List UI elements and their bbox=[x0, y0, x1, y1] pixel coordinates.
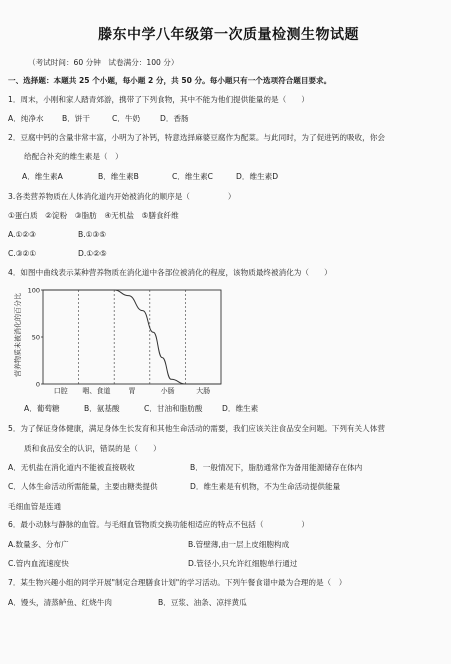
fragment-text: 毛细血管是连通 bbox=[8, 502, 62, 511]
question-2-option-c: C．维生素C bbox=[172, 172, 213, 181]
question-4-option-a: A．葡萄糖 bbox=[24, 404, 60, 413]
chart-y-tick-label: 50 bbox=[31, 333, 40, 342]
question-7-stem: 7．某生物兴趣小组的同学开展"制定合理膳食计划"的学习活动。下列午餐食谱中最为合理的是（ ） bbox=[8, 578, 347, 587]
question-4-option-d: D．维生素 bbox=[222, 404, 259, 413]
chart-frame bbox=[43, 290, 221, 384]
question-6-option-a: A.数量多、分布广 bbox=[8, 540, 69, 549]
exam-title: 滕东中学八年级第一次质量检测生物试题 bbox=[98, 27, 359, 43]
question-3-option-c: C.③②① bbox=[8, 249, 37, 258]
question-4-stem: 4．如图中曲线表示某种营养物质在消化道中各部位被消化的程度，该物质最终被消化为（ ） bbox=[8, 268, 332, 277]
question-2-stem: 2．豆腐中钙的含量非常丰富，小明为了补钙，特意选择麻婆豆腐作为配菜。与此同时，为了促进钙的吸收，你会 bbox=[8, 133, 385, 142]
chart-series-line bbox=[43, 290, 221, 384]
question-5-option-d: D．维生素是有机物，不为生命活动提供能量 bbox=[190, 482, 341, 491]
chart-y-tick-label: 100 bbox=[27, 286, 40, 295]
question-7-option-a: A．馒头，清蒸鲈鱼、红烧牛肉 bbox=[8, 598, 112, 607]
section-heading: 一、选择题：本题共 25 个小题，每小题 2 分，共 50 分。每小题只有一个选项符合题目要求。 bbox=[8, 76, 332, 85]
question-1-option-d: D．香肠 bbox=[160, 114, 189, 123]
question-5-option-b: B．一般情况下，脂肪通常作为备用能源储存在体内 bbox=[190, 463, 363, 472]
question-1-option-b: B．饼干 bbox=[62, 114, 90, 123]
question-6-option-b: B.管壁薄,由一层上皮细胞构成 bbox=[188, 540, 290, 549]
chart-category-label: 口腔 bbox=[53, 387, 68, 395]
question-6-option-d: D.管径小,只允许红细胞单行通过 bbox=[188, 559, 298, 568]
question-1-option-a: A．纯净水 bbox=[8, 114, 44, 123]
question-1-stem: 1．周末，小刚和家人踏青郊游，携带了下列食物，其中不能为他们提供能量的是（ ） bbox=[8, 95, 309, 104]
question-3-option-d: D.①②⑤ bbox=[78, 249, 107, 258]
chart-category-label: 胃 bbox=[128, 387, 136, 395]
question-4-option-b: B．氨基酸 bbox=[84, 404, 120, 413]
question-2-option-d: D．维生素D bbox=[236, 172, 279, 181]
question-5-option-a: A．无机盐在消化道内不能被直接吸收 bbox=[8, 463, 135, 472]
question-2-stem-cont: 给配合补充的维生素是（ ） bbox=[24, 152, 123, 161]
question-5-stem-cont: 质和食品安全的认识，错误的是（ ） bbox=[24, 444, 161, 453]
question-5-option-c: C．人体生命活动所需能量，主要由糖类提供 bbox=[8, 482, 158, 491]
question-6-stem: 6．最小动脉与静脉的血管。与毛细血管物质交换功能相适应的特点不包括（ ） bbox=[8, 520, 309, 529]
exam-info: （考试时间：60 分钟 试卷满分：100 分） bbox=[28, 58, 179, 67]
question-6-option-c: C.管内血流速度快 bbox=[8, 559, 69, 568]
question-3-stem: 3.各类营养物质在人体消化道内开始被消化的顺序是（ ） bbox=[8, 192, 236, 201]
question-4-option-c: C．甘油和脂肪酸 bbox=[144, 404, 203, 413]
chart-y-axis-label: 营养物质未被消化的百分比 bbox=[14, 293, 22, 377]
question-1-option-c: C．牛奶 bbox=[112, 114, 141, 123]
chart-category-label: 咽、食道 bbox=[82, 387, 111, 395]
chart-y-tick-label: 0 bbox=[35, 380, 40, 389]
chart-category-label: 小肠 bbox=[160, 387, 175, 395]
chart-category-label: 大肠 bbox=[196, 387, 211, 395]
question-7-option-b: B．豆浆、油条、凉拌黄瓜 bbox=[158, 598, 247, 607]
question-5-stem: 5．为了保证身体健康，满足身体生长发育和其他生命活动的需要，我们应该关注食品安全问题。下列有关人体营 bbox=[8, 424, 385, 433]
question-3-option-b: B.①③⑤ bbox=[78, 230, 107, 239]
question-2-option-a: A．维生素A bbox=[22, 172, 63, 181]
question-3-items: ①蛋白质 ②淀粉 ③脂肪 ④无机盐 ⑤膳食纤维 bbox=[8, 211, 179, 220]
question-2-option-b: B．维生素B bbox=[98, 172, 139, 181]
question-3-option-a: A.①②③ bbox=[8, 230, 36, 239]
